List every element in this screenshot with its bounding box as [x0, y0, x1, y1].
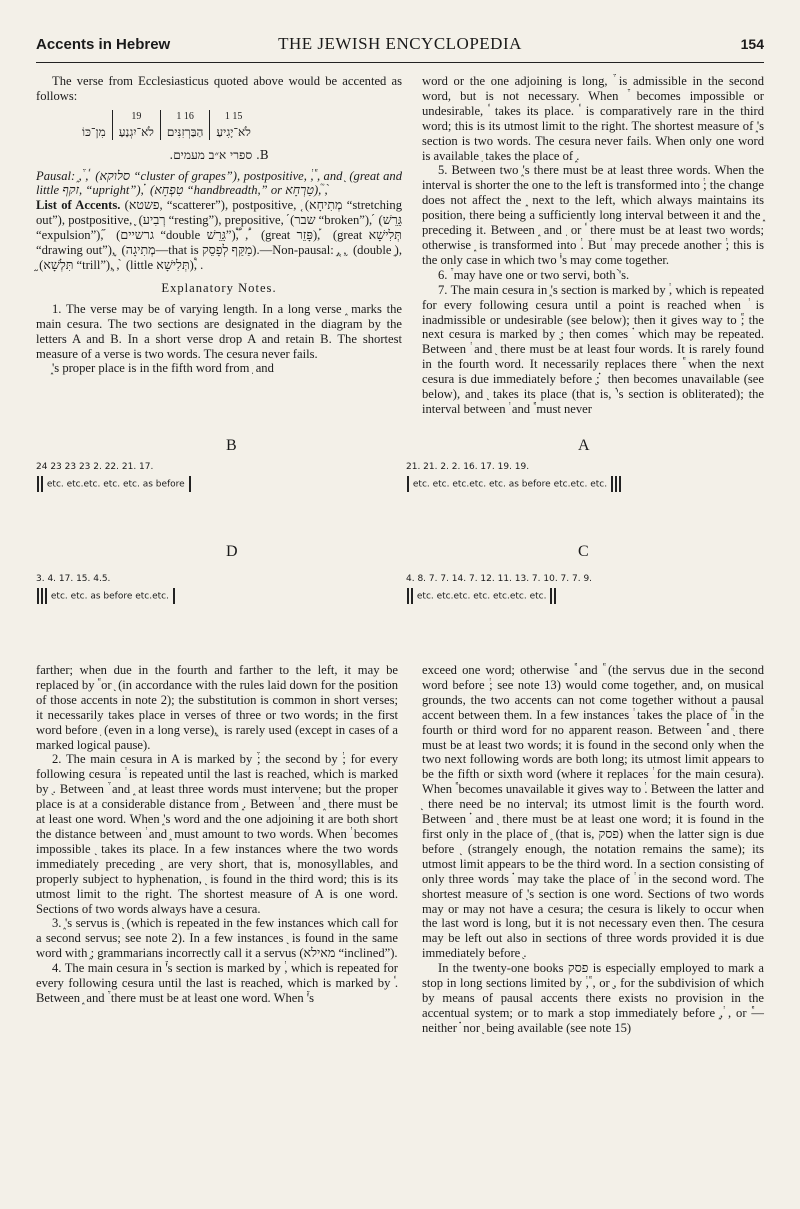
diagram-b-marks: etc. etc.etc. etc. etc. as before — [36, 476, 402, 492]
table-caption: B. ספרי א״ב מעמים. — [169, 147, 269, 162]
note-5: 5. Between two ֑'s there must be at least three words. When the interval is shorter the one to the left is transformed into ֔; the change does not affect the ֑ next to the left, which always maintains its position, there being a sufficiently long interval between it and the ֑ preceding it. Between ֑ and ֽ or ֓ there must be at least two words; otherwise ֑ is transformed into ֔. But ֔ may precede another ֔; this is the only case in which two ֔'s may come together. — [422, 163, 764, 267]
diagram-d-marks: etc. etc. as before etc.etc. — [36, 588, 402, 604]
list-of-accents — [36, 198, 402, 273]
note-6: 6. ֒ may have one or two servi, both ֙'s. — [438, 267, 630, 282]
paragraph: In the twenty-one books פסק is especially employed to mark a stop in long sections limited by ֔, ֕, or ֖, for the subdivision of which by means of pausal accents there exists no provision in the accentual system; or to mark a stop immediately before ֑, ֔, or ֕—neither ֗ nor ֖ being available (see note 15) — [422, 961, 764, 1035]
note-1: 1. The verse may be of varying length. In a long verse ֑ marks the main cesura. The two sections are designated in the diagram by the letters A and B. In a short verse drop A and retain B. The shortest measure of a verse is two words. The cesura never fails. — [36, 301, 402, 361]
diagram-label-d: D — [226, 543, 238, 560]
diagram-a-numbers: 21. 21. 2. 2. 16. 17. 19. 19. — [406, 462, 530, 472]
left-column-top — [36, 74, 402, 376]
diagram-c-marks: etc. etc.etc. etc. etc.etc. etc. — [406, 588, 764, 604]
note-2: 2. The main cesura in A is marked by ֒; the second by ֔; for every following cesura ֔ is repeated until the last is reached, which is marked by ֖. Between ֒ and ֑ at least three words must intervene; but the proper place is at a considerable distance from ֑. Between ֔ and ֑ there must be at least one word. When ֑'s word and the one adjoining it are both short the distance between ֔ and ֑ must amount to two words. When ֔ becomes impossible ֖ takes its place. In a few instances where the two words immediately preceding ֑ are very short, that is, monosyllables, and properly subject to hyphenation, ֖ is found in the third word; this is its utmost limit to the right. The shortest measure of A is one word. Sections of two words always have a cesura. — [36, 752, 398, 916]
publication-title: THE JEWISH ENCYCLOPEDIA — [278, 34, 522, 53]
diagram-label-b: B — [226, 437, 237, 454]
note-3: 3. ֑'s servus is ֖ (which is repeated in the few instances which call for a second servus; see note 2). In a few instances ֖ is found in the same word with ֑; grammarians incorrectly call it a servus (מאילא “inclined”). — [36, 916, 398, 961]
right-column-top — [422, 74, 764, 417]
paragraph: word or the one adjoining is long, ֒ is admissible in the second word, but is not necessary. When ֒ becomes impossible or undesirable, ֓ takes its place. ֓ is comparatively rare in the third word; this is its utmost limit to the right. The shortest measure of ֑'s section is two words. The cesura never fails. When only one word is available ֽ takes the place of ֑. — [422, 74, 764, 163]
explanatory-heading: Explanatory Notes. — [161, 280, 277, 295]
note-4: 4. The main cesura in ֒'s section is marked by ֔, which is repeated for every following cesura until the last is reached, which is marked by ֓. Between ֑ and ֒ there must be at least one word. When ֒'s — [36, 961, 398, 1005]
verse-cell: מִן־כּוֹ — [82, 124, 106, 139]
verse-cell: 1 16 הַבַּרְזִנִּים — [160, 110, 209, 140]
list-of-accents-text: (פשטא, “scatterer”), postpositive, ֚ (מְתִיחָא “stretching out”), postpositive, ֛ (רְבִיע “resting”), prepositive, ֜ (שבר “broken”), ֝ (גֵּרֵשׁ “expulsion”), ֞ (גרשיים “double גֵּרֵשׁ”), ֟, ֠ (great פָּזֵר), ֡ (great תְּלִישָׁא “drawing out”), ֢ (מְתִיגָה—that is מַקַּף לְפָסֵק).—Non-pausal: ֣, ֤, ֥ (double ֣), ֦ (תִּלְשָׁא “trill”), ֧, ֨ (little תְּלִישָׁא), ֩. — [36, 198, 402, 272]
left-column-bottom — [36, 663, 398, 1006]
page-header — [36, 34, 764, 63]
intro-paragraph: The verse from Ecclesiasticus quoted above would be accented as follows: — [36, 74, 402, 103]
pausal-paragraph: Pausal: ֑, ֒, ֓ (סלוקא “cluster of grapes”), postpositive, ֔, ֕, and ֖ (great and little זקף, “upright”), ֗ (טִפְחָא “handbreadth,” or טַרְחָא), ֘, ֙ — [36, 168, 402, 198]
paragraph: farther; when due in the fourth and farther to the left, it may be replaced by ֕ or ֖ (in accordance with the rules laid down for the position of those accents in note 2); the substitution is common in short verses; it necessarily takes place in verses of three or two words; in the first word before ֽ (even in a long verse), ֑ is rarely used (except in cases of a marked logical pause). — [36, 663, 398, 752]
section-title: Accents in Hebrew — [36, 36, 171, 53]
diagram-a-marks: etc. etc. etc.etc. etc. as before etc.etc. etc. — [406, 476, 764, 492]
verse-cell: 19 לֹא־יִגְנַעַ — [112, 110, 160, 140]
diagram-label-a: A — [578, 437, 590, 454]
list-of-accents-label: List of Accents. — [36, 198, 121, 213]
verse-cell: 1 15 לֹא־יָגִיעַ — [209, 110, 256, 140]
diagram-label-c: C — [578, 543, 589, 560]
right-column-bottom — [422, 663, 764, 1036]
paragraph: exceed one word; otherwise ֕ and ֕ (the servus due in the second word before ֔; see note 13) would come together, and, on musical grounds, the two accents can not come together without a pausal accent between them. In a few instances ֔ takes the place of ֕ in the fourth or third word for no apparent reason. Between ֕ and ֖ there must be at least two words; it is found in the second only when the two next following words are both long; its utmost limit appears to be the fifth or sixth word (where it replaces ֔ for the main cesura). When ֕ becomes unavailable it gives way to ֔. Between the latter and ֖ there need be no interval; its utmost limit is the fourth word. Between ֗ and ֖ there must be at least one word; it is found in the first only in the place of ֑ (that is, פסק) when the latter sign is due before ֖ (strangely enough, the notation remains the same); its utmost limit appears to be the third word. In a section consisting of only three words ֗ may take the place of ֔ in the second word. The shortest measure of ֖'s section is one word. Sections of two words may or may not have a cesura; the cesura is likely to occur when the last word is long, but it is not necessary even then. The cesura may be left out also in sections of three words provided it is due immediately before ֖. — [422, 663, 764, 961]
note-7: 7. The main cesura in ֑'s section is marked by ֔, which is repeated for every following cesura until a point is reached when ֔ is inadmissible or undesirable (see below); then it gives way to ֕; the next cesura is marked by ֖; then comes ֗ which may be repeated. Between ֔ and ֖ there must be at least four words. It is rarely found in the fourth word. It necessarily replaces there ֕ when the next cesura is due immediately before ֖; ֗ then becomes unavailable (see below), and ֖ takes its place (that is, ֗'s section is obliterated); the interval between ֔ and ֕ must never — [422, 282, 764, 416]
page-number: 154 — [740, 36, 764, 52]
diagram-b-numbers: 24 23 23 23 2. 22. 21. 17. — [36, 462, 154, 472]
note-1b: ֑'s proper place is in the fifth word from ֽ and — [52, 361, 274, 376]
diagram-c-numbers: 4. 8. 7. 7. 14. 7. 12. 11. 13. 7. 10. 7. 7. 9. — [406, 574, 593, 584]
verse-accent-table — [76, 110, 402, 140]
diagram-d-numbers: 3. 4. 17. 15. 4.5. — [36, 574, 111, 584]
